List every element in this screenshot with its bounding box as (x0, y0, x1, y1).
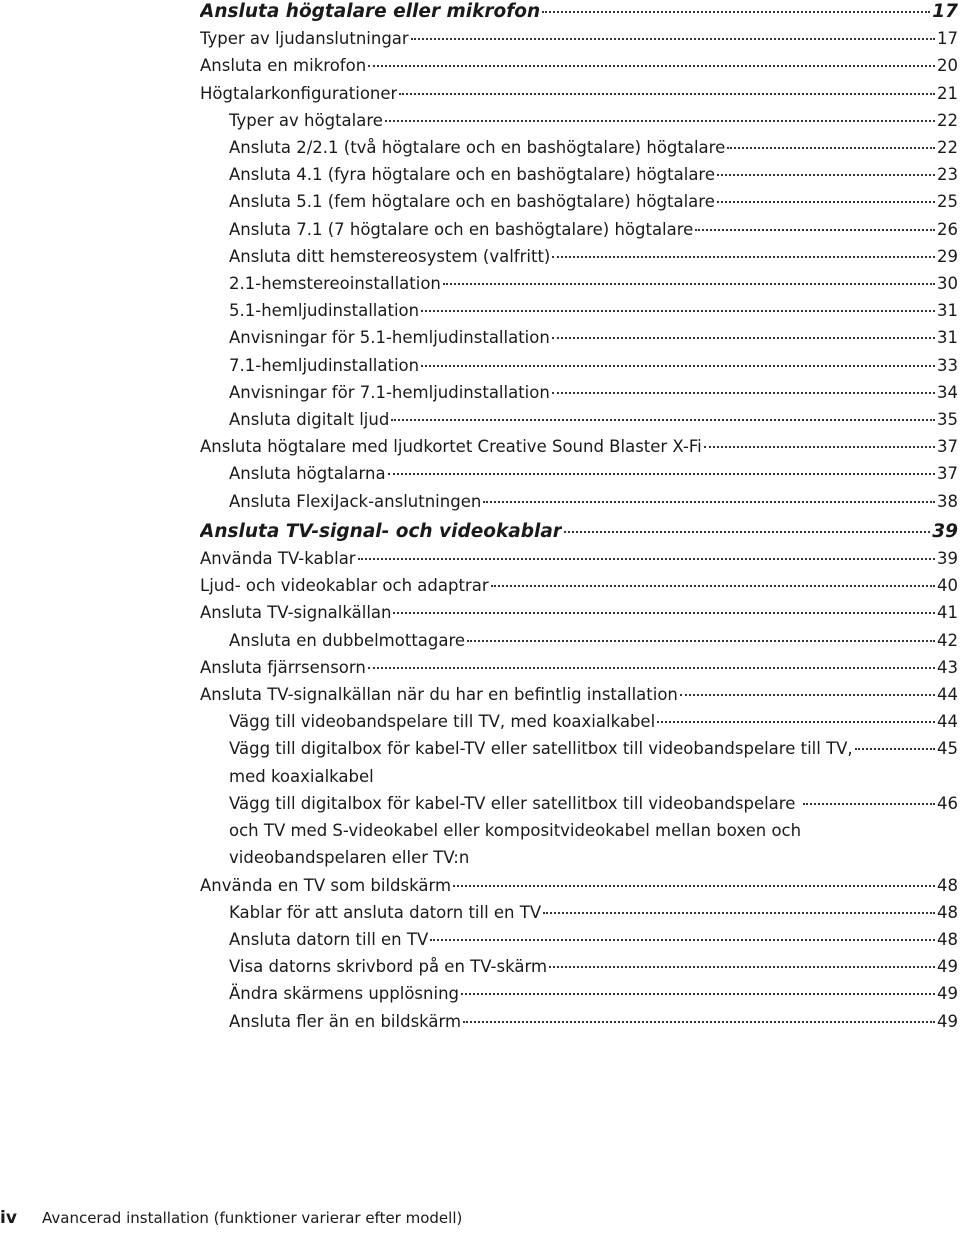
dot-leader (657, 721, 935, 723)
toc-entry (200, 433, 958, 460)
toc-entry-title: Visa datorns skrivbord på en TV-skärm (229, 957, 548, 977)
dot-leader (358, 558, 935, 560)
toc-entry (200, 572, 958, 599)
toc-entry (200, 654, 958, 681)
toc-entry (200, 216, 958, 243)
toc-page-number: 30 (937, 274, 958, 294)
toc-entry-title: 2.1-hemstereoinstallation (229, 274, 441, 294)
toc-entry (200, 980, 958, 1007)
toc-page-number: 21 (937, 83, 958, 103)
toc-page-number: 38 (937, 491, 958, 511)
dot-leader (399, 93, 935, 95)
toc-section-heading (200, 518, 958, 545)
toc-entry-title: Ljud- och videokablar och adaptrar (200, 576, 489, 596)
dot-leader (552, 392, 935, 394)
toc-entry-title: Vägg till digitalbox för kabel-TV eller satellitbox till videobandspelare och TV med S-videokabel eller kompositvideokabel mellan boxen och videobandspelaren eller TV:n (229, 793, 802, 868)
dot-leader (368, 667, 935, 669)
toc-entry (200, 460, 958, 487)
toc-entry (200, 872, 958, 899)
toc-entry (200, 161, 958, 188)
dot-leader (704, 446, 935, 448)
dot-leader (491, 585, 935, 587)
toc-page-number: 39 (932, 520, 958, 542)
toc-entry (200, 708, 958, 735)
toc-page-number: 33 (937, 355, 958, 375)
toc-page-number: 40 (937, 576, 958, 596)
toc-entry (200, 599, 958, 626)
toc-page-number: 48 (937, 875, 958, 895)
toc-page-number: 17 (932, 1, 958, 22)
toc-entry-title: Använda TV-kablar (200, 549, 356, 569)
toc-page-number: 34 (937, 382, 958, 402)
toc-entry-title: 7.1-hemljudinstallation (229, 355, 420, 375)
toc-page-number: 22 (937, 138, 958, 158)
toc-entry-title: Ansluta TV-signal- och videokablar (200, 520, 562, 542)
toc-page-number: 26 (937, 219, 958, 239)
dot-leader (549, 966, 935, 968)
toc-page-number: 25 (937, 192, 958, 212)
toc-page-number: 48 (937, 929, 958, 949)
toc-page-number: 31 (937, 301, 958, 321)
toc-entry-title: Ansluta en mikrofon (200, 56, 367, 76)
toc-entry-title: Kablar för att ansluta datorn till en TV (229, 902, 542, 922)
dot-leader (483, 501, 935, 503)
toc-entry-title: Ansluta en dubbelmottagare (229, 630, 466, 650)
toc-page-number: 49 (937, 984, 958, 1004)
toc-page-number: 23 (937, 165, 958, 185)
toc-entry (200, 297, 958, 324)
toc-entry (200, 52, 958, 79)
toc-page-number: 37 (937, 464, 958, 484)
toc-entry (200, 134, 958, 161)
toc-entry (200, 681, 958, 708)
toc-page-number: 22 (937, 110, 958, 130)
toc-page-number: 44 (937, 685, 958, 705)
dot-leader (385, 120, 935, 122)
toc-page-number: 20 (937, 56, 958, 76)
toc-entry-title: Ansluta fler än en bildskärm (229, 1011, 462, 1031)
dot-leader (421, 310, 935, 312)
dot-leader (453, 885, 935, 887)
toc-page-number: 37 (937, 437, 958, 457)
toc-page-number: 39 (937, 549, 958, 569)
toc-entry-title: Ansluta digitalt ljud (229, 410, 390, 430)
toc-entry-title: Högtalarkonfigurationer (200, 83, 398, 103)
toc-entry-title: 5.1-hemljudinstallation (229, 301, 420, 321)
dot-leader (552, 337, 935, 339)
toc-entry-title: Ansluta högtalare eller mikrofon (200, 1, 541, 22)
toc-entry (200, 352, 958, 379)
toc-page-number: 29 (937, 246, 958, 266)
toc-entry (200, 107, 958, 134)
toc-entry (200, 926, 958, 953)
toc-page-number: 43 (937, 657, 958, 677)
toc-entry-title: Ansluta högtalare med ljudkortet Creative Sound Blaster X-Fi (200, 437, 702, 457)
table-of-contents (200, 0, 958, 1035)
toc-entry (200, 379, 958, 406)
dot-leader (368, 65, 935, 67)
toc-entry-title: Använda en TV som bildskärm (200, 875, 452, 895)
toc-entry-title: Anvisningar för 7.1-hemljudinstallation (229, 382, 550, 402)
toc-entry-title: Ansluta 2/2.1 (två högtalare och en bashögtalare) högtalare (229, 138, 726, 158)
dot-leader (393, 612, 935, 614)
toc-entry (200, 899, 958, 926)
dot-leader (463, 1021, 935, 1023)
dot-leader (388, 473, 935, 475)
toc-page-number: 35 (937, 410, 958, 430)
toc-page-number: 31 (937, 328, 958, 348)
toc-entry-title: Ansluta TV-signalkällan när du har en befintlig installation (200, 685, 678, 705)
toc-entry (200, 324, 958, 351)
toc-page-number: 17 (937, 29, 958, 49)
dot-leader (461, 993, 935, 995)
toc-entry-title: Ändra skärmens upplösning (229, 984, 460, 1004)
dot-leader (564, 531, 930, 533)
dot-leader (542, 11, 930, 13)
dot-leader (543, 912, 935, 914)
dot-leader (467, 640, 935, 642)
toc-entry (200, 545, 958, 572)
toc-entry-title: Ansluta högtalarna (229, 464, 386, 484)
toc-entry-title: Ansluta TV-signalkällan (200, 603, 392, 623)
toc-entry (200, 270, 958, 297)
toc-entry (200, 188, 958, 215)
dot-leader (430, 939, 935, 941)
toc-entry (200, 406, 958, 433)
toc-page-number: 49 (937, 957, 958, 977)
toc-entry (200, 25, 958, 52)
toc-entry-title: Ansluta fjärrsensorn (200, 657, 366, 677)
dot-leader (443, 283, 935, 285)
toc-entry-title: Ansluta 4.1 (fyra högtalare och en bashögtalare) högtalare (229, 165, 716, 185)
dot-leader (421, 365, 935, 367)
toc-entry-title: Ansluta 5.1 (fem högtalare och en bashögtalare) högtalare (229, 192, 715, 212)
dot-leader (391, 419, 935, 421)
toc-entry-title: Vägg till videobandspelare till TV, med koaxialkabel (229, 712, 656, 732)
toc-entry (200, 80, 958, 107)
footer-text: Avancerad installation (funktioner varierar efter modell) (42, 1209, 463, 1227)
page-footer (0, 1208, 462, 1228)
toc-entry (200, 953, 958, 980)
dot-leader (717, 174, 935, 176)
toc-page-number: 46 (937, 793, 958, 813)
dot-leader (717, 201, 935, 203)
toc-entry (200, 627, 958, 654)
toc-entry (200, 488, 958, 515)
page-number: iv (0, 1208, 17, 1228)
dot-leader (855, 748, 935, 750)
toc-entry-title: Ansluta 7.1 (7 högtalare och en bashögtalare) högtalare (229, 219, 694, 239)
toc-entry-title: Typer av högtalare (229, 110, 383, 130)
dot-leader (803, 803, 935, 805)
toc-page-number: 49 (937, 1011, 958, 1031)
toc-page-number: 45 (937, 739, 958, 759)
dot-leader (727, 147, 935, 149)
toc-page-number: 48 (937, 902, 958, 922)
toc-entry-title: Ansluta datorn till en TV (229, 929, 429, 949)
dot-leader (411, 38, 935, 40)
toc-entry-title: Typer av ljudanslutningar (200, 29, 409, 49)
toc-entry-title: Ansluta FlexiJack-anslutningen (229, 491, 482, 511)
toc-entry (200, 735, 958, 789)
dot-leader (695, 229, 935, 231)
dot-leader (680, 694, 935, 696)
toc-page-number: 44 (937, 712, 958, 732)
toc-page-number: 41 (937, 603, 958, 623)
toc-section-heading (200, 0, 958, 25)
toc-page-number: 42 (937, 630, 958, 650)
toc-entry-title: Anvisningar för 5.1-hemljudinstallation (229, 328, 550, 348)
toc-entry-title: Vägg till digitalbox för kabel-TV eller satellitbox till videobandspelare till TV, med koaxialkabel (229, 739, 853, 786)
toc-entry (200, 1008, 958, 1035)
toc-entry (200, 243, 958, 270)
toc-entry-title: Ansluta ditt hemstereosystem (valfritt) (229, 246, 551, 266)
toc-entry (200, 790, 958, 872)
dot-leader (552, 256, 935, 258)
